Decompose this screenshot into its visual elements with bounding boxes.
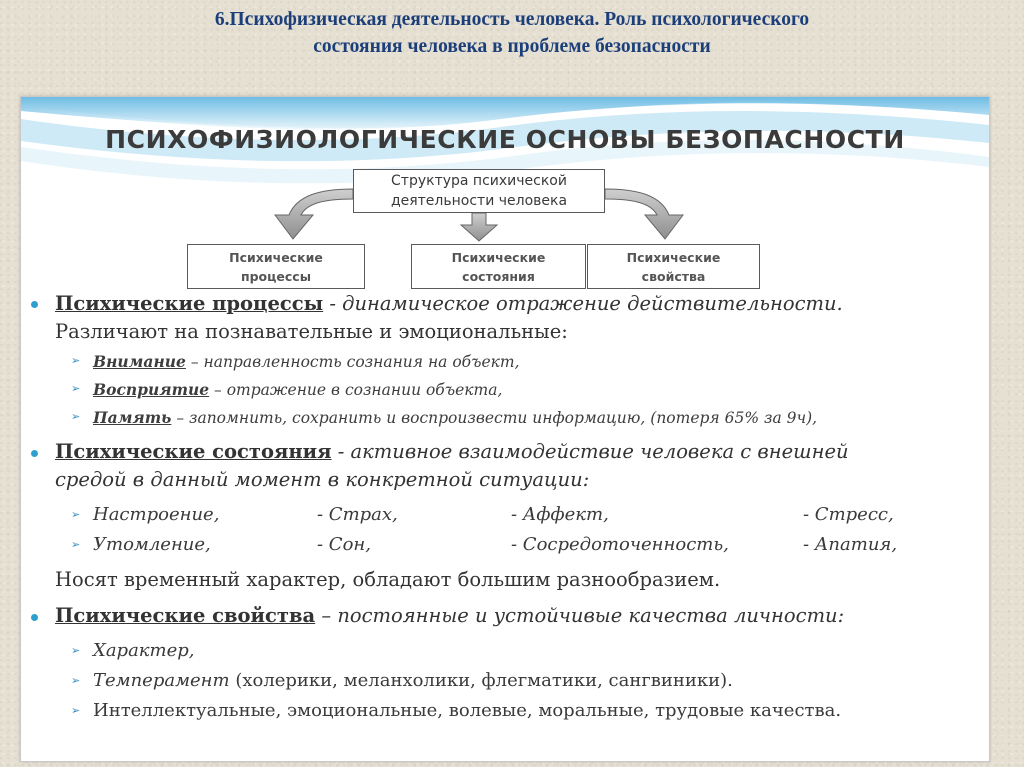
states-definition-line2: средой в данный момент в конкретной ситуации: (55, 468, 590, 491)
processes-box (187, 244, 365, 289)
item-text: – отражение в сознании объекта, (209, 381, 503, 399)
list-item (93, 380, 502, 399)
chevron-right-icon: ➢ (71, 704, 81, 717)
list-item (93, 640, 195, 661)
properties-definition: – постоянные и устойчивые качества личности: (315, 604, 845, 627)
state-item: - Сон, (317, 534, 371, 555)
structure-diagram (21, 97, 989, 297)
structure-box (353, 169, 605, 213)
item-plain: Интеллектуальные, эмоциональные, волевые, моральные, трудовые качества. (93, 700, 842, 721)
item-term: Память (93, 408, 172, 427)
panel-heading: ПСИХОФИЗИОЛОГИЧЕСКИЕ ОСНОВЫ БЕЗОПАСНОСТИ (105, 125, 905, 154)
chevron-right-icon: ➢ (71, 410, 81, 423)
list-item (93, 408, 817, 427)
arrow-right-icon (605, 189, 683, 239)
list-item (93, 352, 520, 371)
states-term: Психические состояния (55, 440, 332, 463)
properties-box-line1: Психические (626, 250, 721, 265)
arrow-left-icon (275, 189, 353, 239)
chevron-right-icon: ➢ (71, 354, 81, 367)
processes-term: Психические процессы (55, 292, 324, 315)
processes-definition: - динамическое отражение действительности. (323, 292, 843, 315)
bullet-icon (31, 450, 38, 457)
bullet-icon (31, 614, 38, 621)
structure-box-line1: Структура психической (391, 173, 567, 189)
states-note: Носят временный характер, обладают большим разнообразием. (55, 568, 721, 591)
chevron-right-icon: ➢ (71, 382, 81, 395)
processes-heading (55, 292, 843, 315)
item-term: Внимание (93, 352, 186, 371)
states-heading (55, 440, 849, 463)
item-plain: (холерики, меланхолики, флегматики, сангвиники). (229, 670, 733, 691)
properties-box (587, 244, 760, 289)
state-item: - Стресс, (803, 504, 894, 525)
state-item: Утомление, (93, 534, 211, 555)
chevron-right-icon: ➢ (71, 538, 81, 551)
structure-box-line2: деятельности человека (390, 193, 568, 209)
item-italic: Темперамент (93, 670, 230, 691)
states-box-line1: Психические (451, 250, 546, 265)
item-italic: Характер, (93, 640, 195, 661)
content-panel (20, 96, 990, 762)
states-box-line2: состояния (462, 269, 535, 284)
slide-title-line2: состояния человека в проблеме безопасности (313, 36, 711, 57)
states-definition: - активное взаимодействие человека с внешней (331, 440, 849, 463)
state-item: - Сосредоточенность, (511, 534, 729, 555)
properties-heading (55, 604, 844, 627)
item-text: – запомнить, сохранить и воспроизвести информацию, (потеря 65% за 9ч), (171, 409, 818, 427)
slide-title-line1: 6.Психофизическая деятельность человека. Роль психологического (214, 9, 810, 30)
properties-term: Психические свойства (55, 604, 316, 627)
state-item: - Страх, (317, 504, 398, 525)
states-box (411, 244, 586, 289)
properties-box-line2: свойства (641, 269, 706, 284)
bullet-icon (31, 301, 38, 308)
item-text: – направленность сознания на объект, (185, 353, 520, 371)
processes-line2: Различают на познавательные и эмоциональные: (55, 320, 568, 343)
item-term: Восприятие (93, 380, 210, 399)
state-item: - Апатия, (803, 534, 898, 555)
chevron-right-icon: ➢ (71, 674, 81, 687)
list-item (93, 700, 841, 721)
processes-box-line1: Психические (229, 250, 323, 265)
list-item (93, 670, 733, 691)
chevron-right-icon: ➢ (71, 508, 81, 521)
processes-box-line2: процессы (240, 269, 312, 284)
state-item: - Аффект, (511, 504, 609, 525)
slide-title (0, 6, 1024, 60)
arrow-down-icon (461, 213, 497, 241)
state-item: Настроение, (93, 504, 220, 525)
chevron-right-icon: ➢ (71, 644, 81, 657)
